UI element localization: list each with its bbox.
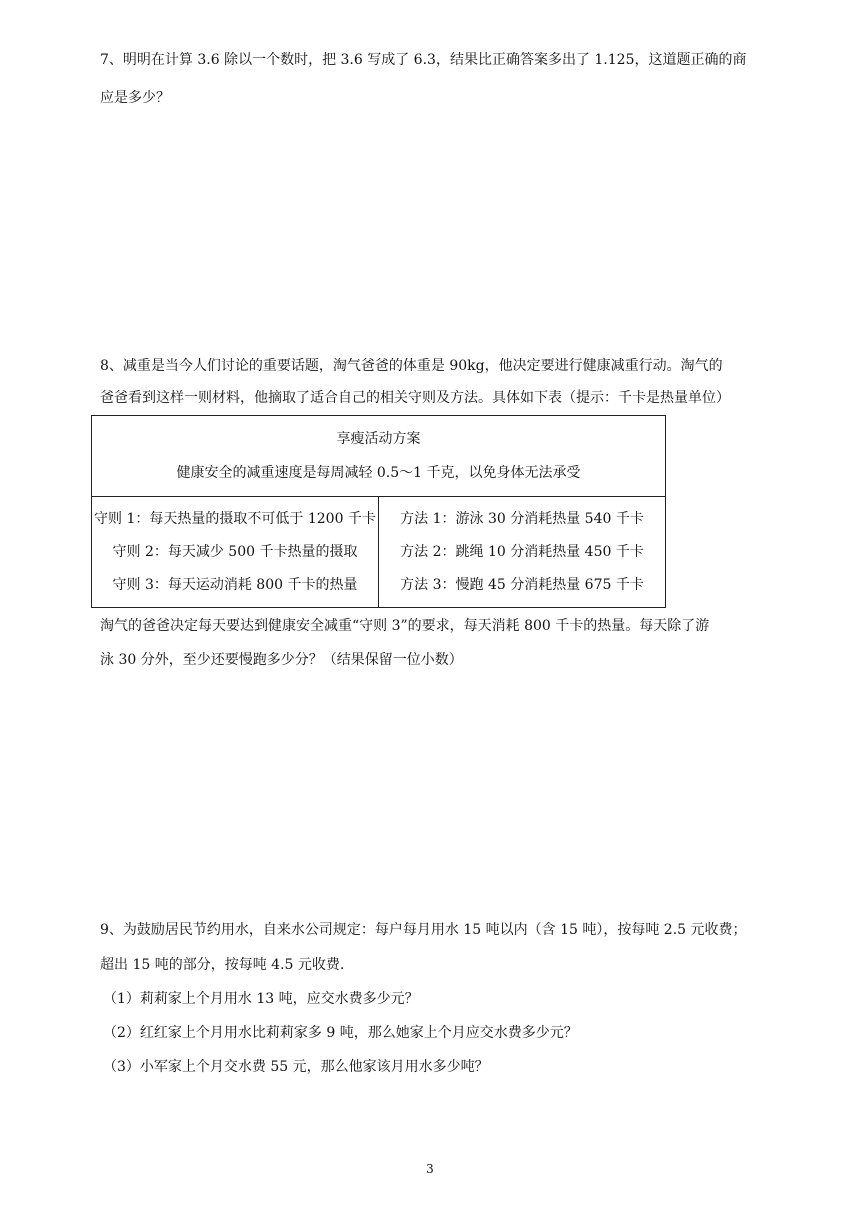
question-9-part-1: （1）莉莉家上个月用水 13 吨，应交水费多少元？ [103,991,419,1007]
methods-cell [379,497,666,608]
table-header-cell [92,416,666,497]
question-9-part-2: （2）红红家上个月用水比莉莉家多 9 吨，那么她家上个月应交水费多少元？ [103,1025,578,1041]
question-8-line-4: 泳 30 分外，至少还要慢跑多少分？（结果保留一位小数） [100,652,463,668]
question-7-line-2: 应是多少？ [100,90,170,106]
weight-loss-plan-table [91,415,666,608]
method-3: 方法 3：慢跑 45 分消耗热量 675 千卡 [400,577,644,593]
table-subtitle: 健康安全的减重速度是每周减轻 0.5～1 千克，以免身体无法承受 [176,465,581,481]
rule-2: 守则 2：每天减少 500 千卡热量的摄取 [112,544,358,560]
question-8-line-3: 淘气的爸爸决定每天要达到健康安全减重“守则 3”的要求，每天消耗 800 千卡的热量。每天除了游 [100,618,710,634]
method-2: 方法 2：跳绳 10 分消耗热量 450 千卡 [400,544,644,560]
method-1: 方法 1：游泳 30 分消耗热量 540 千卡 [400,511,644,527]
question-7-line-1: 7、明明在计算 3.6 除以一个数时，把 3.6 写成了 6.3，结果比正确答案多出了 1.125，这道题正确的商 [100,52,747,68]
question-9-part-3: （3）小军家上个月交水费 55 元，那么他家该月用水多少吨？ [103,1059,489,1075]
question-8-line-1: 8、减重是当今人们讨论的重要话题，淘气爸爸的体重是 90kg，他决定要进行健康减重行动。淘气的 [100,358,723,374]
question-8-line-2: 爸爸看到这样一则材料，他摘取了适合自己的相关守则及方法。具体如下表（提示：千卡是热量单位） [100,390,730,406]
question-9-line-1: 9、为鼓励居民节约用水，自来水公司规定：每户每月用水 15 吨以内（含 15 吨），按每吨 2.5 元收费； [100,922,747,938]
rules-cell [92,497,379,608]
table-title: 享瘦活动方案 [336,431,421,447]
rule-3: 守则 3：每天运动消耗 800 千卡的热量 [112,577,358,593]
rule-1: 守则 1：每天热量的摄取不可低于 1200 千卡 [94,511,376,527]
question-9-line-2: 超出 15 吨的部分，按每吨 4.5 元收费. [100,957,345,973]
page-number: 3 [426,1162,434,1176]
